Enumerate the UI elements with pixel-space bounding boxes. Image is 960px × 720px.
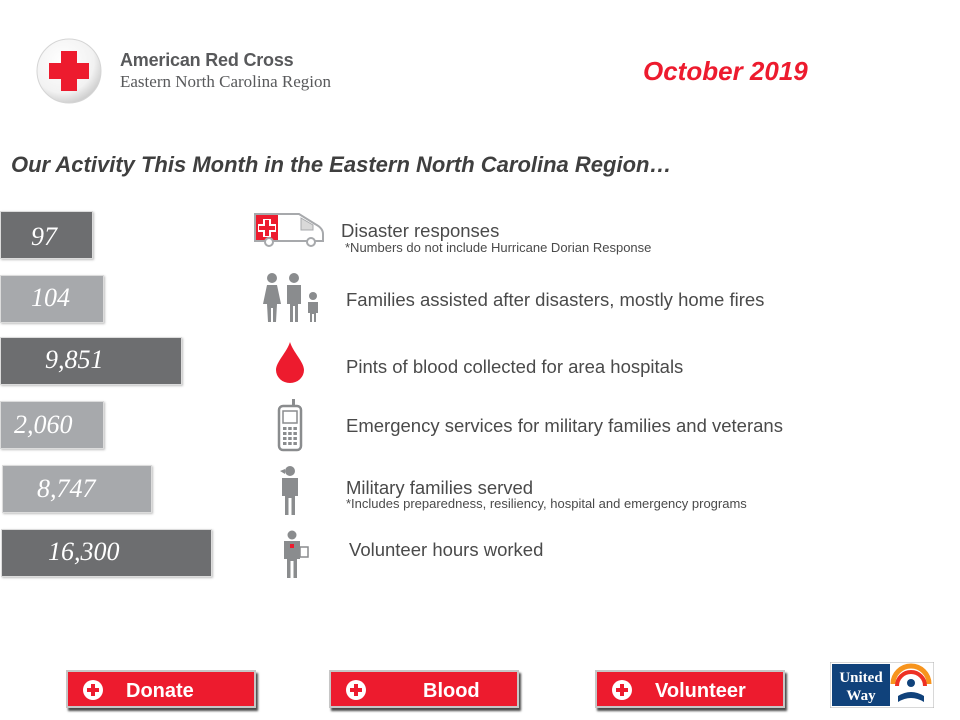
stat-value: 16,300 xyxy=(48,537,120,566)
ambulance-icon xyxy=(253,210,325,253)
stat-label: Disaster responses xyxy=(341,220,500,241)
stat-label: Pints of blood collected for area hospitals xyxy=(346,356,684,377)
stat-label: Families assisted after disasters, mostly home fires xyxy=(346,289,765,310)
plus-circle-icon xyxy=(611,679,633,701)
soldier-icon xyxy=(276,465,304,522)
stat-value-box xyxy=(0,401,104,449)
plus-circle-icon xyxy=(82,679,104,701)
united-way-line2: Way xyxy=(846,688,876,704)
united-way-logo[interactable] xyxy=(830,662,934,708)
report-date: October 2019 xyxy=(643,56,808,86)
stat-value-box xyxy=(2,465,152,513)
stat-value: 97 xyxy=(31,222,57,251)
org-name: American Red Cross xyxy=(120,50,294,70)
org-region: Eastern North Carolina Region xyxy=(120,72,332,91)
united-way-line1: United xyxy=(839,670,883,686)
volunteer-icon xyxy=(280,530,310,585)
stat-value: 104 xyxy=(31,283,70,312)
stat-value: 9,851 xyxy=(45,345,104,374)
volunteer-button-label: Volunteer xyxy=(655,680,746,702)
stat-note: *Numbers do not include Hurricane Dorian Response xyxy=(345,240,652,255)
blood-button-label: Blood xyxy=(423,680,480,702)
stat-value: 8,747 xyxy=(37,474,96,503)
stat-value-box xyxy=(0,275,104,323)
blood-drop-icon xyxy=(273,340,307,389)
page-headline: Our Activity This Month in the Eastern North Carolina Region… xyxy=(11,152,672,177)
family-icon xyxy=(260,272,324,329)
stat-label: Emergency services for military families and veterans xyxy=(346,415,783,436)
stat-value: 2,060 xyxy=(14,410,73,439)
stat-label: Military families served xyxy=(346,477,534,498)
plus-circle-icon xyxy=(345,679,367,701)
stat-note: *Includes preparedness, resiliency, hospital and emergency programs xyxy=(346,496,747,511)
red-cross-logo xyxy=(36,38,102,104)
stat-value-box xyxy=(0,337,182,385)
cell-phone-icon xyxy=(276,398,304,457)
volunteer-button[interactable] xyxy=(595,670,785,708)
blood-button[interactable] xyxy=(329,670,519,708)
stat-value-box xyxy=(1,529,212,577)
stat-value-box xyxy=(0,211,93,259)
donate-button[interactable] xyxy=(66,670,256,708)
donate-button-label: Donate xyxy=(126,680,194,702)
stat-label: Volunteer hours worked xyxy=(349,539,544,560)
